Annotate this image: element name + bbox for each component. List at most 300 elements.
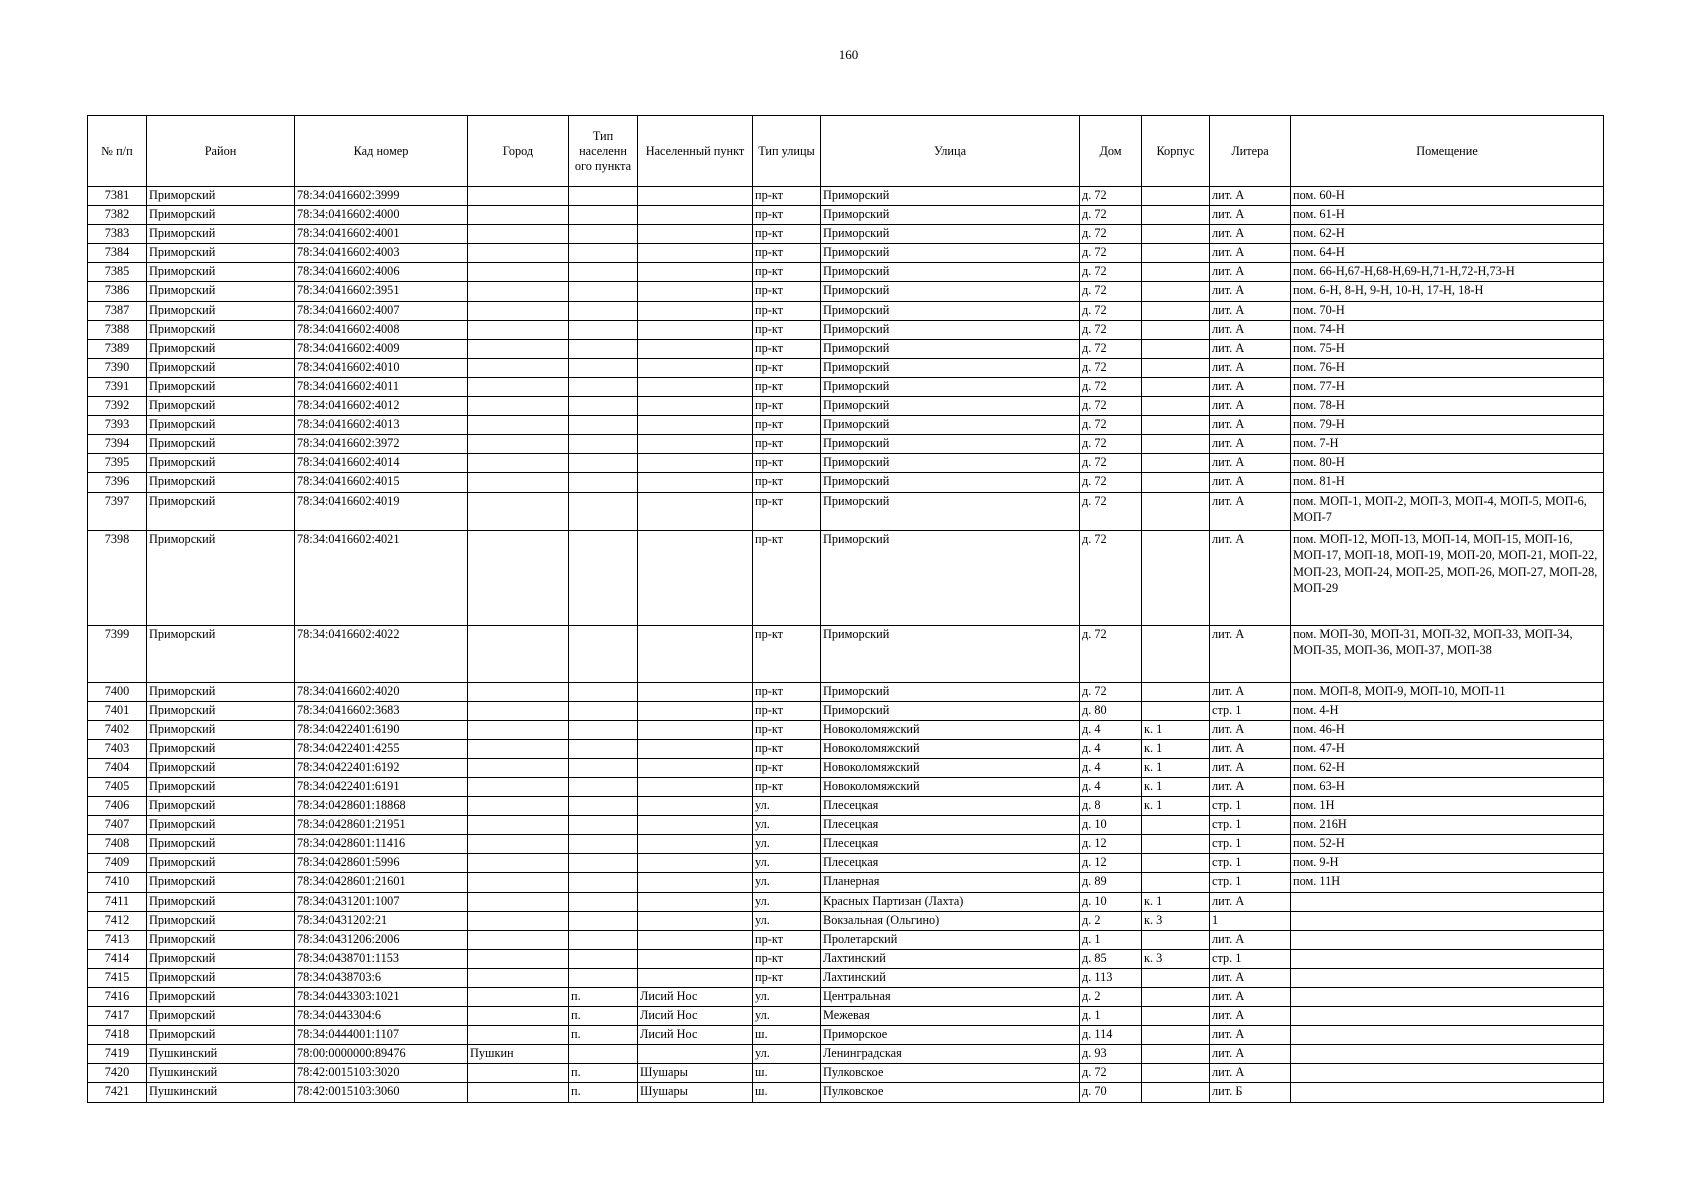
table-cell: к. 1 bbox=[1142, 758, 1210, 777]
table-cell: Пушкинский bbox=[147, 1045, 295, 1064]
table-cell bbox=[569, 435, 638, 454]
table-row bbox=[88, 282, 1604, 301]
table-cell: 78:00:0000000:89476 bbox=[295, 1045, 468, 1064]
table-cell bbox=[569, 949, 638, 968]
table-cell bbox=[569, 263, 638, 282]
table-cell bbox=[468, 873, 569, 892]
table-cell: 78:34:0422401:6192 bbox=[295, 758, 468, 777]
table-row bbox=[88, 225, 1604, 244]
table-cell: пр-кт bbox=[753, 777, 821, 796]
table-cell: лит. А bbox=[1210, 263, 1291, 282]
table-cell bbox=[468, 720, 569, 739]
table-cell: ул. bbox=[753, 1045, 821, 1064]
table-cell: Плесецкая bbox=[821, 835, 1080, 854]
table-cell: д. 72 bbox=[1080, 377, 1142, 396]
table-cell bbox=[638, 301, 753, 320]
table-cell: д. 12 bbox=[1080, 835, 1142, 854]
table-cell bbox=[638, 454, 753, 473]
table-row bbox=[88, 777, 1604, 796]
table-cell: 78:34:0416602:4014 bbox=[295, 454, 468, 473]
table-cell: Приморский bbox=[147, 911, 295, 930]
table-cell: 7412 bbox=[88, 911, 147, 930]
table-cell bbox=[638, 263, 753, 282]
table-cell bbox=[569, 816, 638, 835]
table-cell: д. 4 bbox=[1080, 720, 1142, 739]
table-cell: лит. А bbox=[1210, 720, 1291, 739]
table-row bbox=[88, 988, 1604, 1007]
table-cell: ш. bbox=[753, 1064, 821, 1083]
table-cell bbox=[468, 758, 569, 777]
table-cell: 7385 bbox=[88, 263, 147, 282]
table-cell bbox=[1142, 1007, 1210, 1026]
table-cell: 7421 bbox=[88, 1083, 147, 1102]
table-cell bbox=[468, 625, 569, 682]
table-cell bbox=[638, 930, 753, 949]
table-cell bbox=[468, 377, 569, 396]
table-cell: Приморский bbox=[821, 454, 1080, 473]
table-cell bbox=[468, 282, 569, 301]
table-cell: 78:34:0416602:4003 bbox=[295, 244, 468, 263]
table-cell bbox=[1291, 1083, 1604, 1102]
table-cell: лит. А bbox=[1210, 320, 1291, 339]
table-cell bbox=[468, 530, 569, 625]
table-cell: пом. 46-Н bbox=[1291, 720, 1604, 739]
table-cell: п. bbox=[569, 1064, 638, 1083]
table-cell: лит. А bbox=[1210, 244, 1291, 263]
table-cell: 7417 bbox=[88, 1007, 147, 1026]
table-cell: 7384 bbox=[88, 244, 147, 263]
table-row bbox=[88, 1045, 1604, 1064]
table-cell bbox=[569, 911, 638, 930]
table-cell: пом. 77-Н bbox=[1291, 377, 1604, 396]
table-cell bbox=[638, 358, 753, 377]
table-cell: Шушары bbox=[638, 1064, 753, 1083]
table-cell bbox=[1142, 397, 1210, 416]
table-cell: Новоколомяжский bbox=[821, 777, 1080, 796]
table-cell: д. 72 bbox=[1080, 454, 1142, 473]
table-cell: пр-кт bbox=[753, 187, 821, 206]
table-cell: Приморский bbox=[147, 244, 295, 263]
header-cell: Литера bbox=[1210, 116, 1291, 187]
table-cell: д. 1 bbox=[1080, 1007, 1142, 1026]
table-row bbox=[88, 339, 1604, 358]
table-cell: д. 72 bbox=[1080, 530, 1142, 625]
table-cell: Приморский bbox=[821, 301, 1080, 320]
table-cell bbox=[1291, 1064, 1604, 1083]
table-cell: 78:34:0416602:4019 bbox=[295, 492, 468, 530]
table-cell: пр-кт bbox=[753, 397, 821, 416]
header-cell: Город bbox=[468, 116, 569, 187]
table-row bbox=[88, 835, 1604, 854]
table-cell: 78:42:0015103:3020 bbox=[295, 1064, 468, 1083]
table-cell bbox=[638, 530, 753, 625]
table-cell bbox=[569, 397, 638, 416]
table-cell bbox=[569, 187, 638, 206]
table-cell bbox=[638, 720, 753, 739]
table-cell bbox=[638, 187, 753, 206]
table-cell bbox=[638, 320, 753, 339]
table-cell: 78:34:0416602:4001 bbox=[295, 225, 468, 244]
table-cell bbox=[569, 358, 638, 377]
table-cell: пр-кт bbox=[753, 206, 821, 225]
table-cell: пр-кт bbox=[753, 416, 821, 435]
table-cell: пр-кт bbox=[753, 625, 821, 682]
table-cell: 78:34:0416602:4008 bbox=[295, 320, 468, 339]
table-cell: Пушкинский bbox=[147, 1064, 295, 1083]
table-cell: 7411 bbox=[88, 892, 147, 911]
table-row bbox=[88, 435, 1604, 454]
table-cell: Лисий Нос bbox=[638, 1026, 753, 1045]
table-cell: пом. 4-Н bbox=[1291, 701, 1604, 720]
table-row bbox=[88, 473, 1604, 492]
table-cell: д. 72 bbox=[1080, 225, 1142, 244]
table-cell bbox=[638, 873, 753, 892]
table-cell: д. 10 bbox=[1080, 816, 1142, 835]
table-cell: пр-кт bbox=[753, 739, 821, 758]
table-cell: Приморский bbox=[147, 835, 295, 854]
table-cell bbox=[569, 377, 638, 396]
table-cell: д. 72 bbox=[1080, 301, 1142, 320]
table-cell: пр-кт bbox=[753, 758, 821, 777]
table-cell: лит. А bbox=[1210, 1045, 1291, 1064]
table-cell bbox=[569, 320, 638, 339]
table-cell: стр. 1 bbox=[1210, 701, 1291, 720]
table-cell: ш. bbox=[753, 1083, 821, 1102]
table-cell: Пушкинский bbox=[147, 1083, 295, 1102]
table-cell bbox=[638, 377, 753, 396]
table-cell: Приморский bbox=[147, 320, 295, 339]
table-cell bbox=[1142, 492, 1210, 530]
table-cell: Вокзальная (Ольгино) bbox=[821, 911, 1080, 930]
table-cell: пр-кт bbox=[753, 339, 821, 358]
table-cell: 78:34:0416602:3951 bbox=[295, 282, 468, 301]
table-cell bbox=[1142, 1026, 1210, 1045]
table-cell: Приморский bbox=[147, 301, 295, 320]
table-cell: Приморский bbox=[147, 682, 295, 701]
table-cell: лит. А bbox=[1210, 301, 1291, 320]
table-cell: д. 72 bbox=[1080, 435, 1142, 454]
table-cell bbox=[1291, 1026, 1604, 1045]
table-cell: д. 72 bbox=[1080, 416, 1142, 435]
table-cell: Лахтинский bbox=[821, 968, 1080, 987]
table-cell bbox=[638, 854, 753, 873]
table-cell: 7381 bbox=[88, 187, 147, 206]
table-cell: д. 4 bbox=[1080, 777, 1142, 796]
table-cell: пр-кт bbox=[753, 244, 821, 263]
table-row bbox=[88, 625, 1604, 682]
table-cell bbox=[1142, 282, 1210, 301]
table-cell: пом. 75-Н bbox=[1291, 339, 1604, 358]
table-cell: пр-кт bbox=[753, 435, 821, 454]
table-cell: лит. А bbox=[1210, 377, 1291, 396]
table-cell: д. 72 bbox=[1080, 339, 1142, 358]
table-cell bbox=[638, 816, 753, 835]
table-cell: пр-кт bbox=[753, 930, 821, 949]
table-cell: лит. А bbox=[1210, 397, 1291, 416]
table-cell: к. 1 bbox=[1142, 739, 1210, 758]
table-cell: пр-кт bbox=[753, 454, 821, 473]
table-cell bbox=[569, 225, 638, 244]
table-cell: пр-кт bbox=[753, 968, 821, 987]
table-cell: лит. А bbox=[1210, 225, 1291, 244]
table-row bbox=[88, 1064, 1604, 1083]
table-cell: Приморский bbox=[147, 1007, 295, 1026]
table-cell: пр-кт bbox=[753, 949, 821, 968]
table-cell: Приморский bbox=[147, 758, 295, 777]
registry-table bbox=[87, 115, 1604, 1103]
table-cell: д. 72 bbox=[1080, 625, 1142, 682]
table-cell: 7404 bbox=[88, 758, 147, 777]
table-cell bbox=[468, 358, 569, 377]
table-cell: стр. 1 bbox=[1210, 854, 1291, 873]
table-cell bbox=[638, 911, 753, 930]
table-cell: лит. А bbox=[1210, 435, 1291, 454]
table-cell: 78:34:0428601:21951 bbox=[295, 816, 468, 835]
table-cell: Межевая bbox=[821, 1007, 1080, 1026]
table-cell: 78:34:0428601:5996 bbox=[295, 854, 468, 873]
table-cell bbox=[569, 530, 638, 625]
table-cell: 78:34:0428601:11416 bbox=[295, 835, 468, 854]
table-cell bbox=[638, 758, 753, 777]
page-number: 160 bbox=[838, 47, 859, 62]
table-cell bbox=[638, 397, 753, 416]
table-cell: Приморский bbox=[147, 435, 295, 454]
table-cell: Приморский bbox=[147, 473, 295, 492]
table-cell: Приморское bbox=[821, 1026, 1080, 1045]
table-cell: 78:34:0416602:4010 bbox=[295, 358, 468, 377]
table-cell: Приморский bbox=[821, 320, 1080, 339]
table-cell: д. 12 bbox=[1080, 854, 1142, 873]
table-cell bbox=[468, 320, 569, 339]
table-cell: 78:34:0422401:6191 bbox=[295, 777, 468, 796]
table-cell bbox=[468, 968, 569, 987]
table-cell: Пулковское bbox=[821, 1083, 1080, 1102]
table-cell bbox=[638, 206, 753, 225]
table-cell: пр-кт bbox=[753, 492, 821, 530]
table-row bbox=[88, 1026, 1604, 1045]
table-cell bbox=[569, 454, 638, 473]
table-cell bbox=[468, 988, 569, 1007]
table-cell: Приморский bbox=[821, 473, 1080, 492]
table-cell: пом. 216Н bbox=[1291, 816, 1604, 835]
table-row bbox=[88, 911, 1604, 930]
table-row bbox=[88, 1083, 1604, 1102]
table-cell: 78:34:0428601:21601 bbox=[295, 873, 468, 892]
table-cell bbox=[468, 206, 569, 225]
table-cell: 7416 bbox=[88, 988, 147, 1007]
table-cell bbox=[569, 873, 638, 892]
table-cell: 78:34:0416602:4006 bbox=[295, 263, 468, 282]
table-cell bbox=[569, 682, 638, 701]
table-cell: 78:34:0416602:4020 bbox=[295, 682, 468, 701]
table-cell: 7406 bbox=[88, 797, 147, 816]
table-cell: пр-кт bbox=[753, 701, 821, 720]
table-cell: Приморский bbox=[147, 949, 295, 968]
table-cell: Приморский bbox=[147, 358, 295, 377]
table-cell: 7387 bbox=[88, 301, 147, 320]
table-cell bbox=[468, 1083, 569, 1102]
table-row bbox=[88, 358, 1604, 377]
table-cell: 78:34:0416602:3972 bbox=[295, 435, 468, 454]
table-cell: Приморский bbox=[147, 930, 295, 949]
table-cell: 78:34:0416602:4012 bbox=[295, 397, 468, 416]
table-cell bbox=[1142, 320, 1210, 339]
table-cell: Приморский bbox=[147, 854, 295, 873]
table-cell bbox=[638, 701, 753, 720]
table-cell: Пулковское bbox=[821, 1064, 1080, 1083]
table-cell: лит. А bbox=[1210, 492, 1291, 530]
table-cell: 7420 bbox=[88, 1064, 147, 1083]
table-cell: 7408 bbox=[88, 835, 147, 854]
table-body bbox=[88, 187, 1604, 1103]
table-cell: пом. 66-Н,67-Н,68-Н,69-Н,71-Н,72-Н,73-Н bbox=[1291, 263, 1604, 282]
table-cell: 7419 bbox=[88, 1045, 147, 1064]
table-cell: Приморский bbox=[147, 873, 295, 892]
table-cell: пр-кт bbox=[753, 320, 821, 339]
table-cell bbox=[638, 835, 753, 854]
table-row bbox=[88, 244, 1604, 263]
table-cell bbox=[468, 1007, 569, 1026]
table-cell: пом. 78-Н bbox=[1291, 397, 1604, 416]
table-cell bbox=[468, 835, 569, 854]
table-cell: пом. МОП-1, МОП-2, МОП-3, МОП-4, МОП-5, МОП-6, МОП-7 bbox=[1291, 492, 1604, 530]
table-cell bbox=[468, 701, 569, 720]
table-cell: 78:34:0431201:1007 bbox=[295, 892, 468, 911]
table-cell bbox=[1142, 416, 1210, 435]
table-cell: пом. 6-Н, 8-Н, 9-Н, 10-Н, 17-Н, 18-Н bbox=[1291, 282, 1604, 301]
table-cell: д. 89 bbox=[1080, 873, 1142, 892]
table-cell: 78:34:0422401:4255 bbox=[295, 739, 468, 758]
table-cell: Приморский bbox=[147, 206, 295, 225]
table-cell bbox=[468, 930, 569, 949]
table-cell: 7402 bbox=[88, 720, 147, 739]
table-cell: 7394 bbox=[88, 435, 147, 454]
table-cell: Приморский bbox=[147, 701, 295, 720]
table-cell bbox=[569, 720, 638, 739]
table-cell: Лисий Нос bbox=[638, 988, 753, 1007]
table-cell: д. 113 bbox=[1080, 968, 1142, 987]
table-cell: к. 1 bbox=[1142, 797, 1210, 816]
table-cell bbox=[1142, 225, 1210, 244]
table-row bbox=[88, 682, 1604, 701]
table-row bbox=[88, 873, 1604, 892]
table-cell: лит. А bbox=[1210, 416, 1291, 435]
table-cell bbox=[569, 339, 638, 358]
table-cell bbox=[569, 892, 638, 911]
table-cell: лит. А bbox=[1210, 206, 1291, 225]
table-cell: Приморский bbox=[147, 625, 295, 682]
table-cell bbox=[1291, 968, 1604, 987]
table-cell: Приморский bbox=[821, 225, 1080, 244]
table-cell: 7397 bbox=[88, 492, 147, 530]
table-cell: д. 2 bbox=[1080, 911, 1142, 930]
table-row bbox=[88, 949, 1604, 968]
header-cell: № п/п bbox=[88, 116, 147, 187]
table-cell: Приморский bbox=[821, 530, 1080, 625]
table-cell bbox=[638, 225, 753, 244]
header-cell: Населенный пункт bbox=[638, 116, 753, 187]
table-cell: ул. bbox=[753, 873, 821, 892]
table-cell: лит. А bbox=[1210, 682, 1291, 701]
header-cell: Помещение bbox=[1291, 116, 1604, 187]
table-cell: пр-кт bbox=[753, 282, 821, 301]
table-cell: 7409 bbox=[88, 854, 147, 873]
table-cell bbox=[1142, 682, 1210, 701]
table-cell bbox=[569, 282, 638, 301]
table-cell: лит. А bbox=[1210, 930, 1291, 949]
table-cell: пр-кт bbox=[753, 473, 821, 492]
table-cell: стр. 1 bbox=[1210, 797, 1291, 816]
table-cell bbox=[468, 339, 569, 358]
table-cell bbox=[569, 835, 638, 854]
table-cell bbox=[638, 1045, 753, 1064]
table-cell: Приморский bbox=[147, 1026, 295, 1045]
table-cell: Приморский bbox=[821, 435, 1080, 454]
table-cell: Приморский bbox=[147, 454, 295, 473]
table-cell bbox=[638, 282, 753, 301]
table-cell: п. bbox=[569, 1026, 638, 1045]
header-cell: Кад номер bbox=[295, 116, 468, 187]
table-cell: Плесецкая bbox=[821, 797, 1080, 816]
table-cell: д. 2 bbox=[1080, 988, 1142, 1007]
table-cell: д. 72 bbox=[1080, 187, 1142, 206]
table-row bbox=[88, 816, 1604, 835]
table-cell bbox=[1142, 263, 1210, 282]
table-cell bbox=[569, 625, 638, 682]
table-cell bbox=[1142, 339, 1210, 358]
table-cell: Приморский bbox=[821, 682, 1080, 701]
table-cell: пом. МОП-8, МОП-9, МОП-10, МОП-11 bbox=[1291, 682, 1604, 701]
table-cell: Приморский bbox=[147, 720, 295, 739]
table-cell: д. 72 bbox=[1080, 397, 1142, 416]
table-cell: лит. А bbox=[1210, 739, 1291, 758]
table-cell: Приморский bbox=[147, 816, 295, 835]
table-cell: д. 80 bbox=[1080, 701, 1142, 720]
table-row bbox=[88, 1007, 1604, 1026]
table-cell: пом. 62-Н bbox=[1291, 758, 1604, 777]
table-cell: пом. 62-Н bbox=[1291, 225, 1604, 244]
table-cell: стр. 1 bbox=[1210, 949, 1291, 968]
table-cell: д. 70 bbox=[1080, 1083, 1142, 1102]
table-cell bbox=[569, 206, 638, 225]
header-cell: Тип улицы bbox=[753, 116, 821, 187]
table-cell: Приморский bbox=[821, 339, 1080, 358]
table-cell bbox=[1291, 949, 1604, 968]
table-cell: пом. 11Н bbox=[1291, 873, 1604, 892]
table-cell bbox=[569, 739, 638, 758]
table-cell: 7400 bbox=[88, 682, 147, 701]
table-cell bbox=[1142, 930, 1210, 949]
table-cell: лит. А bbox=[1210, 968, 1291, 987]
table-cell bbox=[638, 339, 753, 358]
header-cell: Улица bbox=[821, 116, 1080, 187]
table-row bbox=[88, 320, 1604, 339]
table-cell: лит. А bbox=[1210, 1026, 1291, 1045]
table-cell: пом. 9-Н bbox=[1291, 854, 1604, 873]
table-cell: пом. 61-Н bbox=[1291, 206, 1604, 225]
table-cell: д. 72 bbox=[1080, 206, 1142, 225]
table-row bbox=[88, 397, 1604, 416]
table-cell: пом. 81-Н bbox=[1291, 473, 1604, 492]
table-cell: ш. bbox=[753, 1026, 821, 1045]
table-cell bbox=[638, 244, 753, 263]
table-cell bbox=[468, 187, 569, 206]
table-cell: пом. 47-Н bbox=[1291, 739, 1604, 758]
table-cell: Приморский bbox=[147, 416, 295, 435]
table-cell bbox=[638, 739, 753, 758]
table-cell bbox=[638, 892, 753, 911]
table-cell: ул. bbox=[753, 1007, 821, 1026]
